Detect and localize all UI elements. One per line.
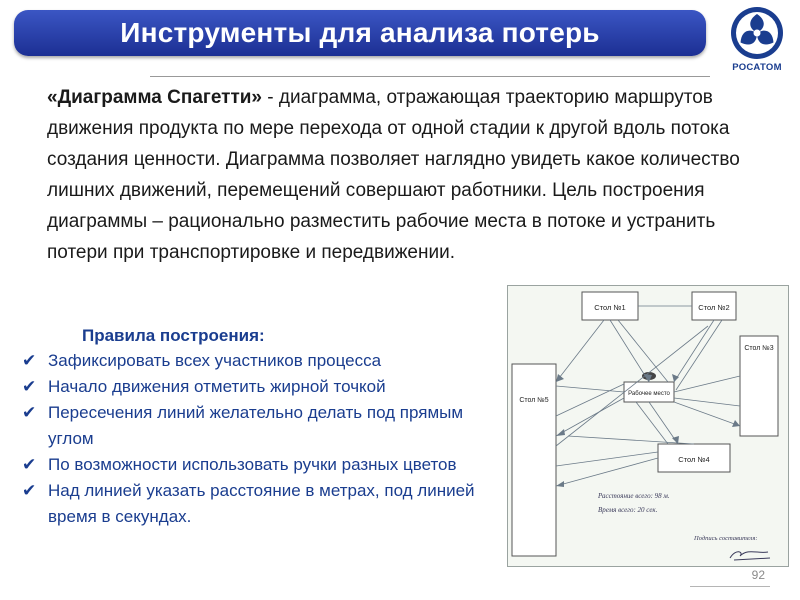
- header-divider: [150, 76, 710, 77]
- signature-scribble: [730, 552, 770, 560]
- rules-title: Правила построения:: [82, 326, 265, 345]
- rule-item: [22, 478, 512, 530]
- definition-paragraph: [47, 82, 777, 268]
- checkmark-icon: ✔: [22, 455, 37, 474]
- logo-text: РОСАТОМ: [732, 62, 782, 73]
- table-4-label: Стол №4: [678, 455, 710, 464]
- workplace-label: Рабочее место: [628, 391, 670, 397]
- rule-item: [22, 400, 512, 452]
- definition-text: - диаграмма, отражающая траекторию маршрутов движения продукта по мере перехода от одной стадии к другой вдоль потока создания ценности. Диаграмма позволяет наглядно увидеть какое количество лишних движений, перемещений совершают работники. Цель построения диаграммы – рационально разместить рабочие места в потоке и устранить потери при транспортировке и передвижении.: [47, 87, 740, 263]
- rosatom-logo: [724, 4, 790, 82]
- page-number: 92: [751, 568, 765, 582]
- time-note: Время всего: 20 сек.: [598, 506, 658, 514]
- rule-label: Над линией указать расстояние в метрах, под линией время в секундах.: [48, 481, 475, 526]
- page-title: Инструменты для анализа потерь: [120, 17, 600, 48]
- table-5-label: Стол №5: [519, 397, 549, 404]
- checkmark-icon: ✔: [22, 481, 37, 500]
- rule-label: По возможности использовать ручки разных цветов: [48, 455, 457, 474]
- table-2-label: Стол №2: [698, 303, 730, 312]
- rule-label: Зафиксировать всех участников процесса: [48, 351, 382, 370]
- distance-note: Расстояние всего: 98 м.: [598, 492, 670, 500]
- rule-label: Пересечения линий желательно делать под прямым углом: [48, 403, 464, 448]
- checkmark-icon: ✔: [22, 377, 37, 396]
- table-5-box: [512, 364, 556, 556]
- rule-item: [22, 452, 512, 478]
- signature-note: Подпись составителя:: [694, 535, 758, 542]
- checkmark-icon: ✔: [22, 403, 37, 422]
- spaghetti-diagram-image: [507, 285, 789, 567]
- footer-divider: [690, 586, 770, 587]
- table-3-label: Стол №3: [744, 345, 774, 352]
- atom-emblem-icon: [730, 6, 784, 60]
- rules-list: [22, 348, 512, 530]
- table-1-label: Стол №1: [594, 303, 626, 312]
- checkmark-icon: ✔: [22, 351, 37, 370]
- spaghetti-diagram-drawing: [508, 286, 788, 566]
- definition-term: «Диаграмма Спагетти»: [47, 87, 262, 108]
- rule-item: [22, 374, 512, 400]
- rule-label: Начало движения отметить жирной точкой: [48, 377, 386, 396]
- title-bar: [14, 10, 706, 56]
- rule-item: [22, 348, 512, 374]
